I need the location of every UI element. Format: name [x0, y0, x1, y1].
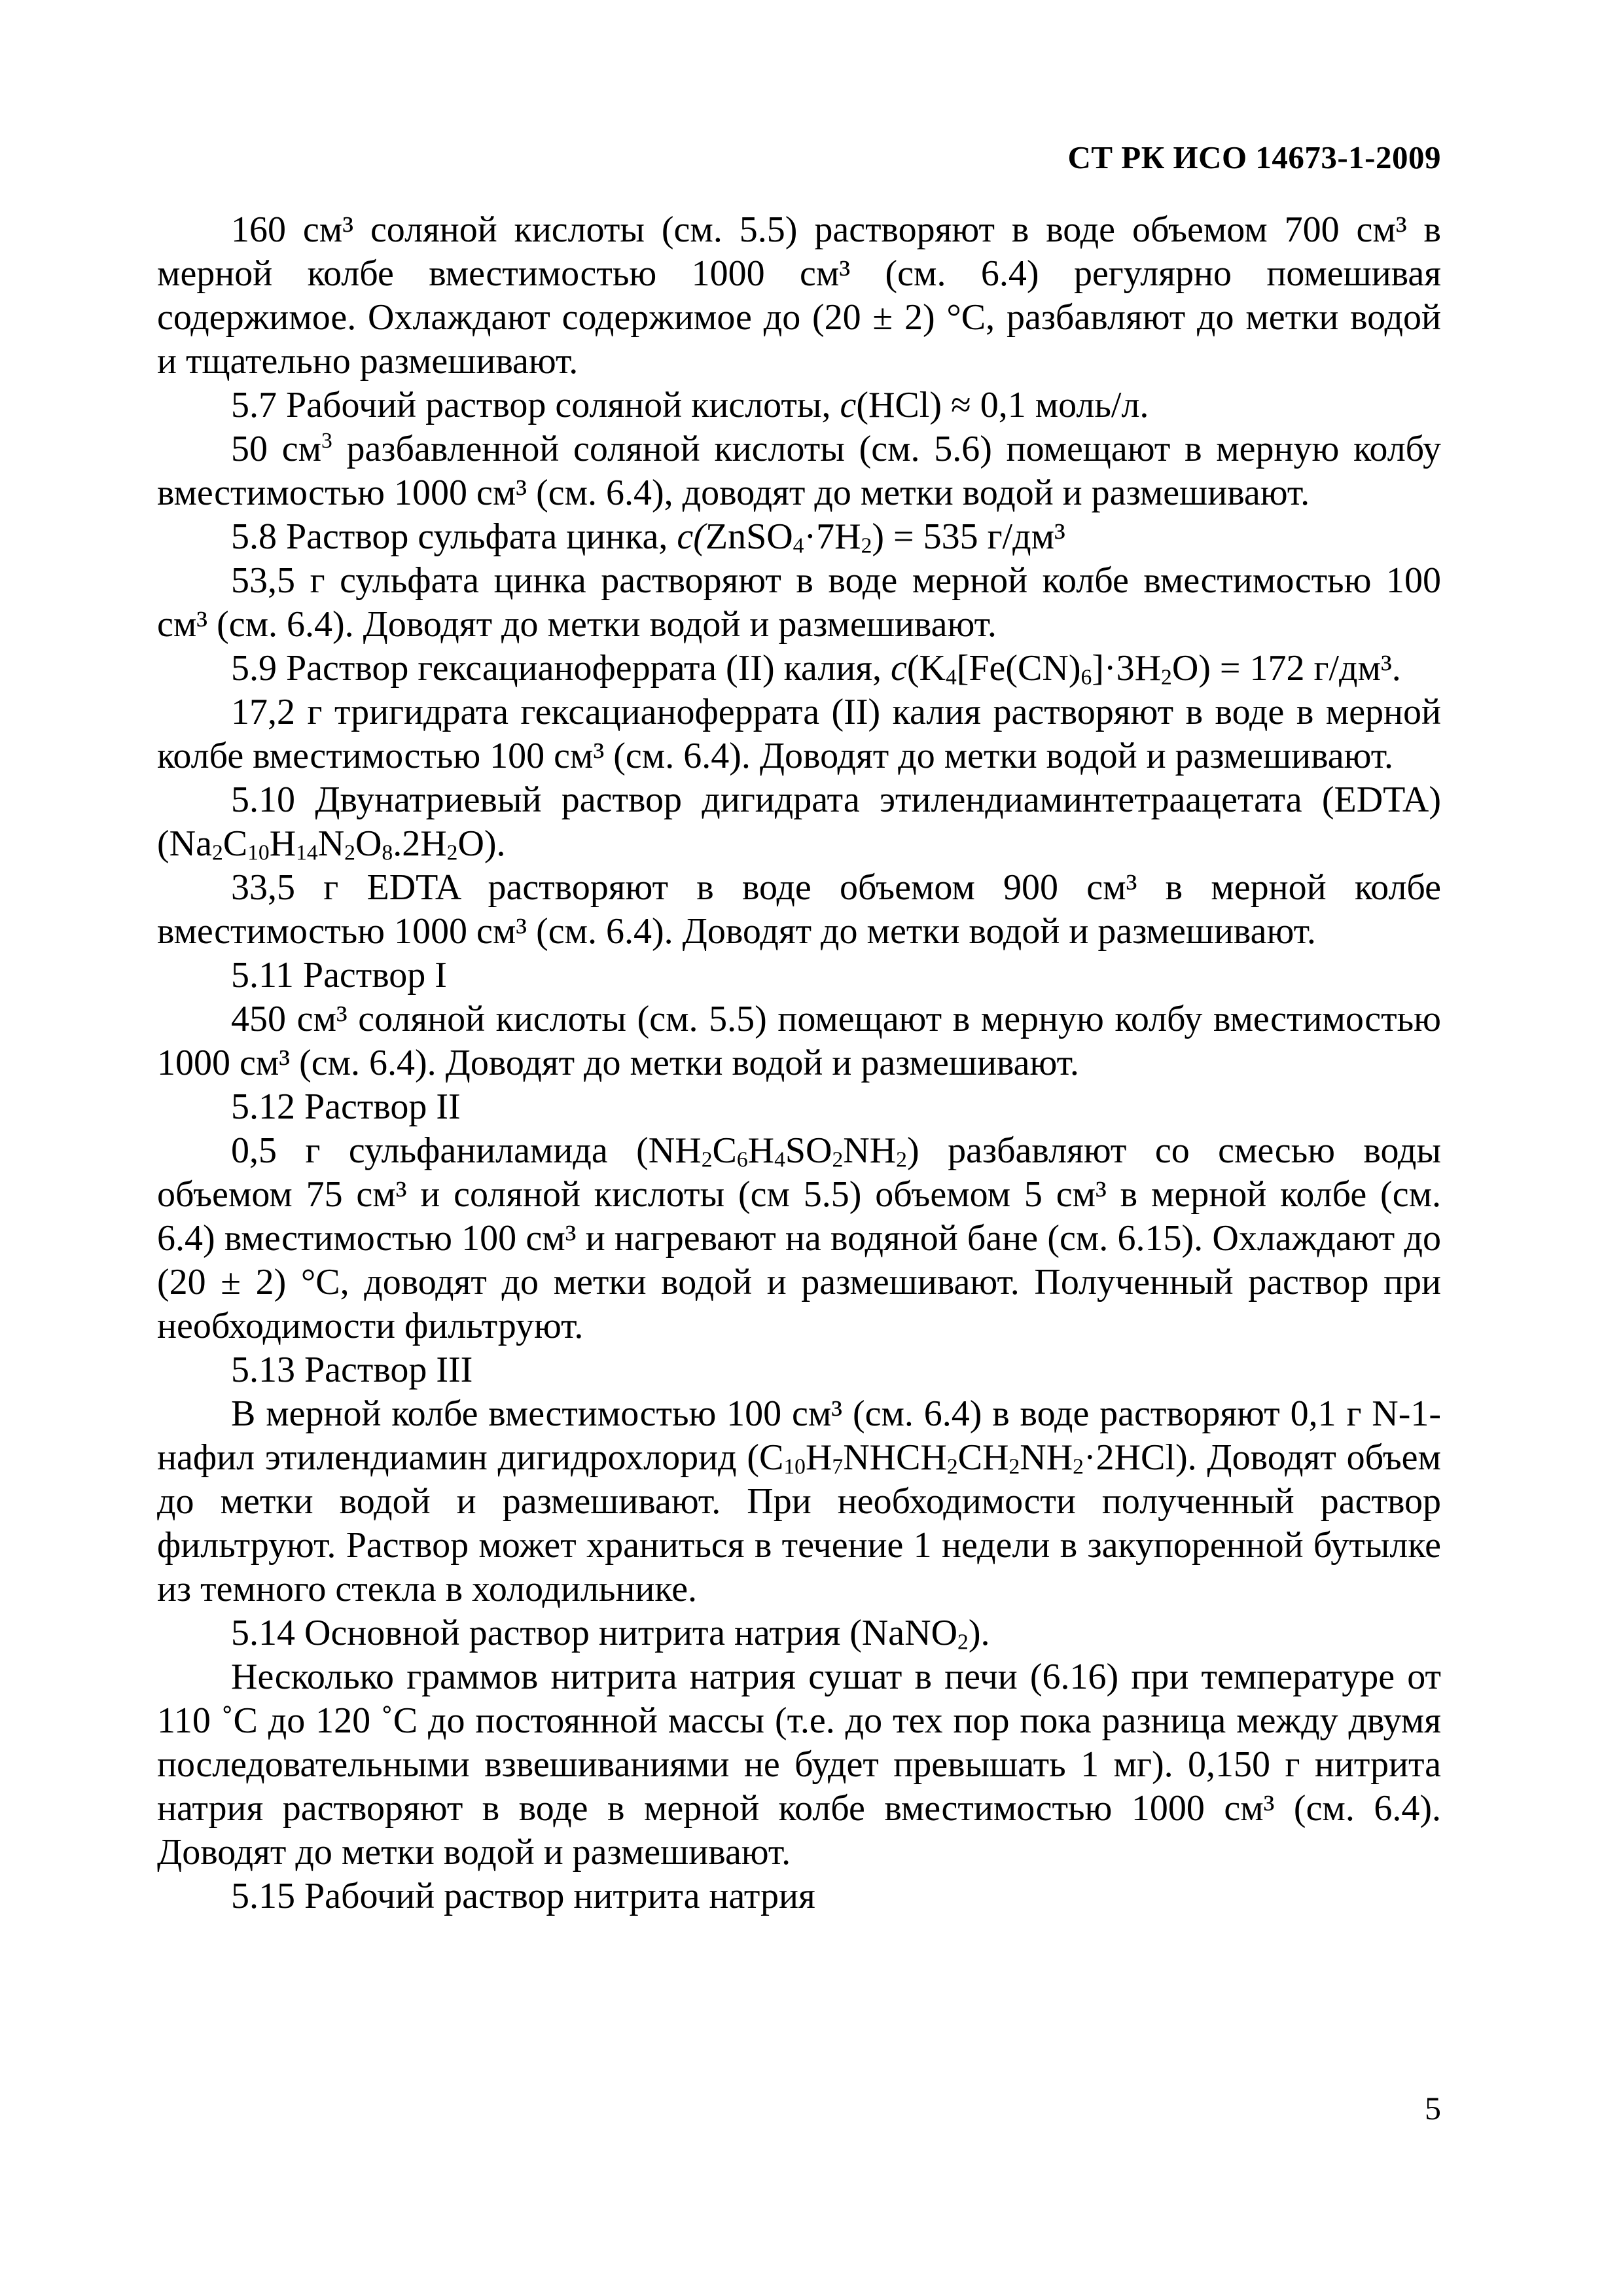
paragraph-5-12-body: 0,5 г сульфаниламида $(NH_2C_6H_4SO_2NH_2)$ разбавляют со смесью воды объемом 75 см³ и соляной кислоты (см 5.5) объемом 5 см³ в мерной колбе (см. 6.4) вместимостью 100 см³ и нагревают на водяной бане (см. 6.15). Охлаждают до (20 ± 2) °С, доводят до метки водой и размешивают. Полученный раствор при необходимости фильтруют. [157, 1130, 1441, 1346]
heading-5-10: 5.10 Двунатриевый раствор дигидрата этилендиаминтетраацетата (EDTA) $(Na_2C_{10}H_{14}N_2O_8.2H_2O)$. [157, 780, 1441, 865]
heading-5-7: 5.7 Рабочий раствор соляной кислоты, c(HCl) ≈ 0,1 моль/л. [231, 385, 1149, 425]
document-body [157, 208, 1441, 1918]
page-number: 5 [1425, 2090, 1441, 2126]
heading-5-15: 5.15 Рабочий раствор нитрита натрия [231, 1876, 815, 1916]
paragraph-5-13-body: В мерной колбе вместимостью 100 см³ (см. 6.4) в воде растворяют 0,1 г N-1- нафил этилендиамин дигидрохлорид $(C_{10}H_7NHCH_2CH_2NH_2\cdot 2HCl)$. Доводят объем до метки водой и размешивают. При необходимости полученный раствор фильтруют. Раствор может храниться в течение 1 недели в закупоренной бутылке из темного стекла в холодильнике. [157, 1393, 1441, 1609]
paragraph-5-14-body: Несколько граммов нитрита натрия сушат в печи (6.16) при температуре от 110 ˚С до 120 ˚С до постоянной массы (т.е. до тех пор пока разница между двумя последовательными взвешиваниями не будет превышать 1 мг). 0,150 г нитрита натрия растворяют в воде в мерной колбе вместимостью 1000 см³ (см. 6.4). Доводят до метки водой и размешивают. [157, 1657, 1441, 1873]
paragraph-5-9-body: 17,2 г тригидрата гексацианоферрата (II) калия растворяют в воде в мерной колбе вместимостью 100 см³ (см. 6.4). Доводят до метки водой и размешивают. [157, 692, 1441, 776]
paragraph-5-10-body: 33,5 г EDTA растворяют в воде объемом 900 см³ в мерной колбе вместимостью 1000 см³ (см. 6.4). Доводят до метки водой и размешивают. [157, 867, 1441, 952]
document-code-header: СТ РК ИСО 14673-1-2009 [1067, 139, 1441, 175]
paragraph-5-11-body: 450 см³ соляной кислоты (см. 5.5) помещают в мерную колбу вместимостью 1000 см³ (см. 6.4). Доводят до метки водой и размешивают. [157, 999, 1441, 1083]
paragraph-5-7-body: 50 $см^3$ разбавленной соляной кислоты (см. 5.6) помещают в мерную колбу вместимостью 1000 см³ (см. 6.4), доводят до метки водой и размешивают. [157, 428, 1441, 513]
paragraph-5-8-body: 53,5 г сульфата цинка растворяют в воде мерной колбе вместимостью 100 см³ (см. 6.4). Доводят до метки водой и размешивают. [157, 560, 1441, 645]
heading-5-9: 5.9 Раствор гексацианоферрата (II) калия, $c(K_4[Fe(CN)_6]\cdot 3H_2O) = 172$ г/дм³. [231, 648, 1401, 690]
heading-5-13: 5.13 Раствор III [231, 1350, 473, 1390]
paragraph-hcl-dilution: 160 см³ соляной кислоты (см. 5.5) растворяют в воде объемом 700 см³ в мерной колбе вместимостью 1000 см³ (см. 6.4) регулярно помешивая содержимое. Охлаждают содержимое до (20 ± 2) °С, разбавляют до метки водой и тщательно размешивают. [157, 209, 1441, 382]
heading-5-11: 5.11 Раствор I [231, 955, 447, 996]
heading-5-14: 5.14 Основной раствор нитрита натрия (NaNO$_2$). [231, 1613, 990, 1655]
heading-5-8: 5.8 Раствор сульфата цинка, $c(ZnSO_4\cdot 7H_2) = 535$ г/дм³ [231, 516, 1065, 558]
heading-5-12: 5.12 Раствор II [231, 1086, 461, 1127]
